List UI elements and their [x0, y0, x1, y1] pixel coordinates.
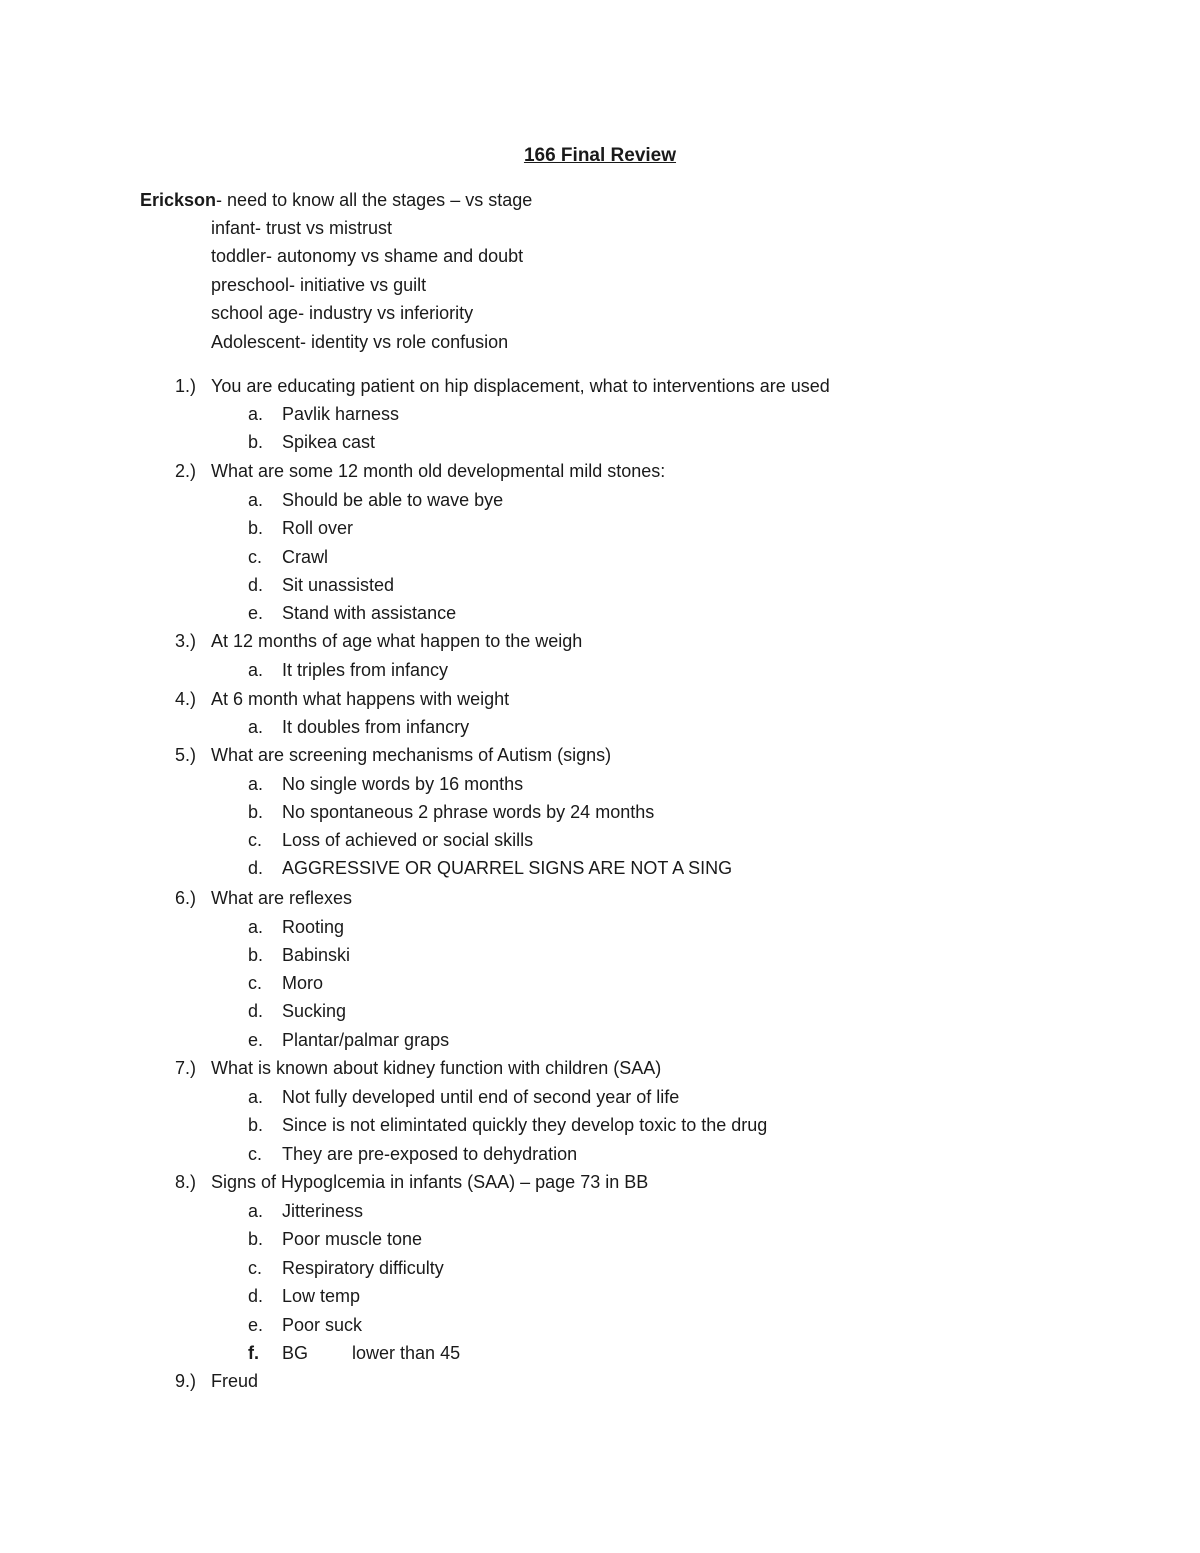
- erikson-stage: infant- trust vs mistrust: [211, 218, 393, 238]
- answer-letter: b.: [248, 945, 264, 965]
- answer-text: It doubles from infancry: [282, 717, 470, 737]
- page-title: 166 Final Review: [523, 145, 677, 166]
- answer-letter: a.: [248, 774, 264, 794]
- answer-text: Spikea cast: [282, 432, 376, 452]
- answer-text: Low temp: [282, 1286, 361, 1306]
- answer-text: Jitteriness: [282, 1201, 364, 1221]
- question-number: 5.): [175, 745, 197, 765]
- answer-letter: c.: [248, 1258, 263, 1278]
- question-number: 1.): [175, 376, 197, 396]
- answer-text: Sit unassisted: [282, 575, 395, 595]
- answer-letter: f.: [248, 1343, 259, 1363]
- answer-text: Rooting: [282, 917, 345, 937]
- question-text: Signs of Hypoglcemia in infants (SAA) – page 73 in BB: [211, 1172, 649, 1192]
- answer-text: Respiratory difficulty: [282, 1258, 444, 1278]
- answer-letter: a.: [248, 490, 264, 510]
- answer-letter: c.: [248, 830, 263, 850]
- answer-letter: e.: [248, 1315, 264, 1335]
- answer-letter: b.: [248, 1229, 264, 1249]
- answer-text: Babinski: [282, 945, 351, 965]
- answer-letter: b.: [248, 1115, 264, 1135]
- question-number: 8.): [175, 1172, 197, 1192]
- answer-letter: a.: [248, 660, 264, 680]
- answer-letter: b.: [248, 432, 264, 452]
- answer-letter: d.: [248, 1286, 264, 1306]
- answer-text: Should be able to wave bye: [282, 490, 504, 510]
- answer-text: No spontaneous 2 phrase words by 24 months: [282, 802, 655, 822]
- erikson-text: - need to know all the stages – vs stage: [216, 190, 533, 210]
- answer-letter: e.: [248, 1030, 264, 1050]
- erikson-stage: Adolescent- identity vs role confusion: [211, 332, 509, 352]
- question-text: You are educating patient on hip displacement, what to interventions are used: [211, 376, 830, 396]
- answer-text-part: lower than 45: [352, 1343, 461, 1363]
- question-text: At 12 months of age what happen to the weigh: [211, 631, 583, 651]
- answer-text-part: BG: [282, 1343, 309, 1363]
- question-text: What is known about kidney function with children (SAA): [211, 1058, 662, 1078]
- answer-text: Pavlik harness: [282, 404, 400, 424]
- question-text: At 6 month what happens with weight: [211, 689, 510, 709]
- answer-text: Sucking: [282, 1001, 347, 1021]
- question-number: 2.): [175, 461, 197, 481]
- question-number: 9.): [175, 1371, 197, 1391]
- answer-letter: d.: [248, 575, 264, 595]
- question-text: Freud: [211, 1371, 259, 1391]
- answer-letter: b.: [248, 802, 264, 822]
- answer-text: Crawl: [282, 547, 329, 567]
- answer-letter: d.: [248, 858, 264, 878]
- answer-letter: a.: [248, 1201, 264, 1221]
- answer-text: Moro: [282, 973, 324, 993]
- erikson-heading: [140, 186, 532, 214]
- erikson-label: Erickson: [140, 190, 217, 210]
- answer-letter: a.: [248, 717, 264, 737]
- answer-text: Loss of achieved or social skills: [282, 830, 534, 850]
- answer-letter: c.: [248, 547, 263, 567]
- answer-letter: c.: [248, 973, 263, 993]
- question-number: 4.): [175, 689, 197, 709]
- erikson-stage: preschool- initiative vs guilt: [211, 275, 427, 295]
- answer-text: [282, 1339, 460, 1367]
- answer-letter: e.: [248, 603, 264, 623]
- answer-text: It triples from infancy: [282, 660, 449, 680]
- question-number: 7.): [175, 1058, 197, 1078]
- answer-text: Plantar/palmar graps: [282, 1030, 450, 1050]
- question-text: What are some 12 month old developmental mild stones:: [211, 461, 666, 481]
- answer-text: Roll over: [282, 518, 354, 538]
- question-number: 3.): [175, 631, 197, 651]
- erikson-stage: school age- industry vs inferiority: [211, 303, 474, 323]
- answer-letter: a.: [248, 917, 264, 937]
- answer-text: Poor muscle tone: [282, 1229, 423, 1249]
- answer-letter: a.: [248, 1087, 264, 1107]
- answer-letter: a.: [248, 404, 264, 424]
- answer-text: No single words by 16 months: [282, 774, 524, 794]
- answer-text: AGGRESSIVE OR QUARREL SIGNS ARE NOT A SING: [282, 858, 733, 878]
- answer-letter: d.: [248, 1001, 264, 1021]
- answer-letter: b.: [248, 518, 264, 538]
- answer-text: Not fully developed until end of second year of life: [282, 1087, 680, 1107]
- question-number: 6.): [175, 888, 197, 908]
- answer-letter: c.: [248, 1144, 263, 1164]
- question-text: What are screening mechanisms of Autism (signs): [211, 745, 612, 765]
- answer-text: They are pre-exposed to dehydration: [282, 1144, 578, 1164]
- answer-text: Poor suck: [282, 1315, 363, 1335]
- answer-text: Stand with assistance: [282, 603, 457, 623]
- answer-text: Since is not elimintated quickly they develop toxic to the drug: [282, 1115, 768, 1135]
- question-text: What are reflexes: [211, 888, 353, 908]
- erikson-stage: toddler- autonomy vs shame and doubt: [211, 246, 524, 266]
